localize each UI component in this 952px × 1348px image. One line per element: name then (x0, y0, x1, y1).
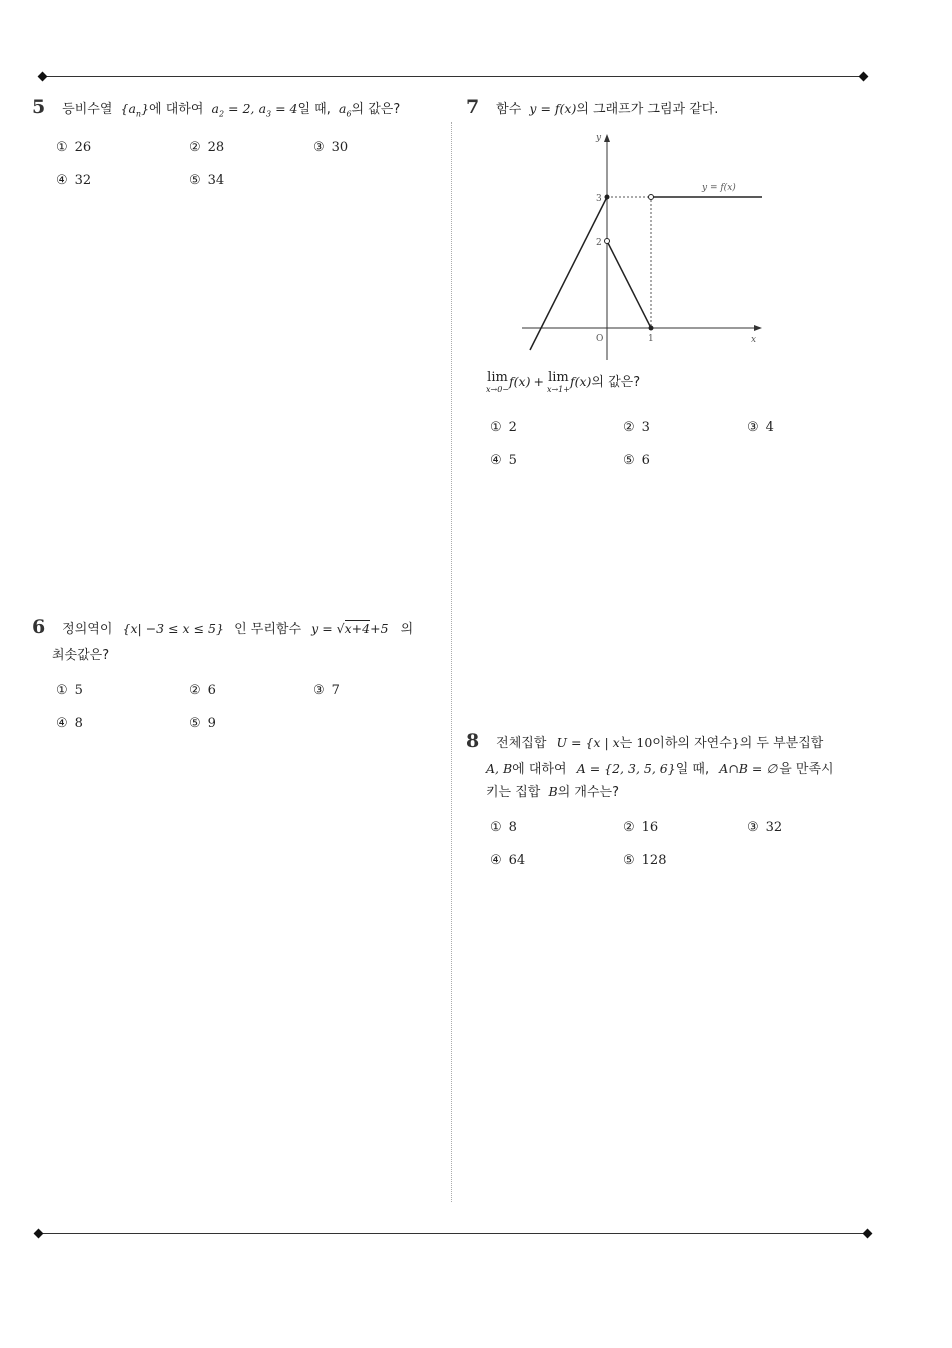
q8-suffix1: 의 두 부분집합 (739, 736, 824, 751)
question-6-text-line1 (32, 616, 413, 638)
footer-rule-left-diamond (34, 1229, 44, 1239)
q8-mid2: 에 대하여 (512, 762, 567, 777)
q5-choice-2[interactable]: ② 28 (189, 140, 225, 155)
x-axis-label: x (751, 335, 757, 345)
question-8-text-line2 (486, 758, 834, 777)
open-point-0-2 (605, 239, 610, 244)
q5-choice-1[interactable]: ① 26 (56, 140, 92, 155)
x-axis-arrow (754, 325, 762, 331)
q8-mid3: 일 때, (675, 762, 710, 777)
q8-universal-set: U = {x | x (556, 735, 620, 750)
question-6-text-line2: 최솟값은? (52, 648, 110, 663)
q5-a6: $a_6$ (339, 101, 352, 119)
q5-seq: $\{a_n\}$ (120, 101, 150, 119)
q6-prefix: 정의역이 (62, 622, 113, 637)
q8-choice-2[interactable]: ② 16 (623, 820, 659, 835)
q5-prefix: 등비수열 (62, 102, 113, 117)
q6-choice-2[interactable]: ② 6 (189, 683, 216, 698)
question-number: 5 (32, 96, 46, 118)
q6-choice-3[interactable]: ③ 7 (313, 683, 340, 698)
question-number: 8 (466, 730, 480, 752)
q8-prefix3: 키는 집합 (486, 785, 541, 800)
question-7-text (466, 96, 718, 118)
q8-close: } (731, 735, 740, 750)
question-5-text (32, 96, 400, 119)
q8-mid: 는 (619, 736, 633, 751)
closed-point-0-3 (605, 195, 610, 200)
left-branch (530, 197, 607, 350)
question-8-text-line1 (466, 730, 823, 752)
header-rule-left-diamond (38, 72, 48, 82)
q8-choice-4[interactable]: ④ 64 (490, 853, 526, 868)
q6-suffix: 의 (400, 622, 414, 637)
q8-condition: A∩B = ∅ (719, 761, 778, 776)
q5-choice-4[interactable]: ④ 32 (56, 173, 92, 188)
limit-1-function: f(x) (509, 374, 531, 389)
q7-prefix: 함수 (496, 102, 522, 117)
question-number: 6 (32, 616, 46, 638)
y-tick-2: 2 (596, 238, 602, 248)
q7-choice-3[interactable]: ③ 4 (747, 420, 774, 435)
q7-function: y = f(x) (529, 101, 577, 116)
curve-label: y = f(x) (702, 183, 736, 193)
q7-suffix2: 의 값은? (591, 375, 641, 390)
y-tick-3: 3 (596, 194, 602, 204)
q5-mid2: 일 때, (297, 102, 331, 117)
q6-choice-4[interactable]: ④ 8 (56, 716, 83, 731)
closed-point-1-0 (649, 326, 654, 331)
q5-choice-3[interactable]: ③ 30 (313, 140, 349, 155)
plus-sign: + (533, 374, 544, 389)
q6-domain: {x| −3 ≤ x ≤ 5} (122, 621, 224, 636)
y-axis-arrow (604, 134, 610, 142)
q8-set-b: B (548, 784, 558, 799)
q5-a2: $a_2 = 2$, (211, 101, 255, 119)
q6-mid: 인 무리함수 (234, 622, 302, 637)
q5-suffix: 의 값은? (351, 102, 401, 117)
q8-suffix3: 의 개수는? (557, 785, 619, 800)
q8-rest: 이하의 자연수 (652, 736, 732, 751)
x-tick-1: 1 (648, 334, 654, 344)
q5-choice-5[interactable]: ⑤ 34 (189, 173, 225, 188)
q8-prefix: 전체집합 (496, 736, 547, 751)
open-point-1-3 (649, 195, 654, 200)
q7-choice-1[interactable]: ① 2 (490, 420, 517, 435)
footer-rule-right-diamond (863, 1229, 873, 1239)
q7-choice-5[interactable]: ⑤ 6 (623, 453, 650, 468)
q6-choice-1[interactable]: ① 5 (56, 683, 83, 698)
q7-graph (510, 128, 772, 364)
q5-a3: $a_3 = 4$ (258, 101, 298, 119)
q7-choice-2[interactable]: ② 3 (623, 420, 650, 435)
header-rule-right-diamond (859, 72, 869, 82)
q6-choice-5[interactable]: ⑤ 9 (189, 716, 216, 731)
limit-1: lim x→0− (486, 370, 510, 394)
q7-suffix: 의 그래프가 그림과 같다. (576, 102, 719, 117)
middle-branch (607, 241, 651, 328)
q7-choice-4[interactable]: ④ 5 (490, 453, 517, 468)
q8-choice-1[interactable]: ① 8 (490, 820, 517, 835)
footer-rule (38, 1233, 867, 1234)
origin-label: O (596, 334, 604, 344)
q8-choice-5[interactable]: ⑤ 128 (623, 853, 667, 868)
column-separator (451, 122, 452, 1202)
q8-suffix2: 을 만족시 (779, 762, 834, 777)
q8-choice-3[interactable]: ③ 32 (747, 820, 783, 835)
limit-2-function: f(x) (569, 374, 592, 389)
q5-mid1: 에 대하여 (149, 102, 204, 117)
limit-2: lim x→1+ (546, 370, 570, 394)
question-8-text-line3 (486, 781, 619, 800)
q8-set-a: A = {2, 3, 5, 6} (576, 761, 676, 776)
q7-limit-expression (486, 371, 640, 394)
q6-function: y = √x+4+5 (311, 621, 389, 636)
q8-sets-ab: A, B (486, 761, 513, 776)
question-number: 7 (466, 96, 480, 118)
y-axis-label: y (596, 133, 602, 143)
q8-ten: 10 (636, 735, 653, 750)
header-rule (42, 76, 863, 77)
